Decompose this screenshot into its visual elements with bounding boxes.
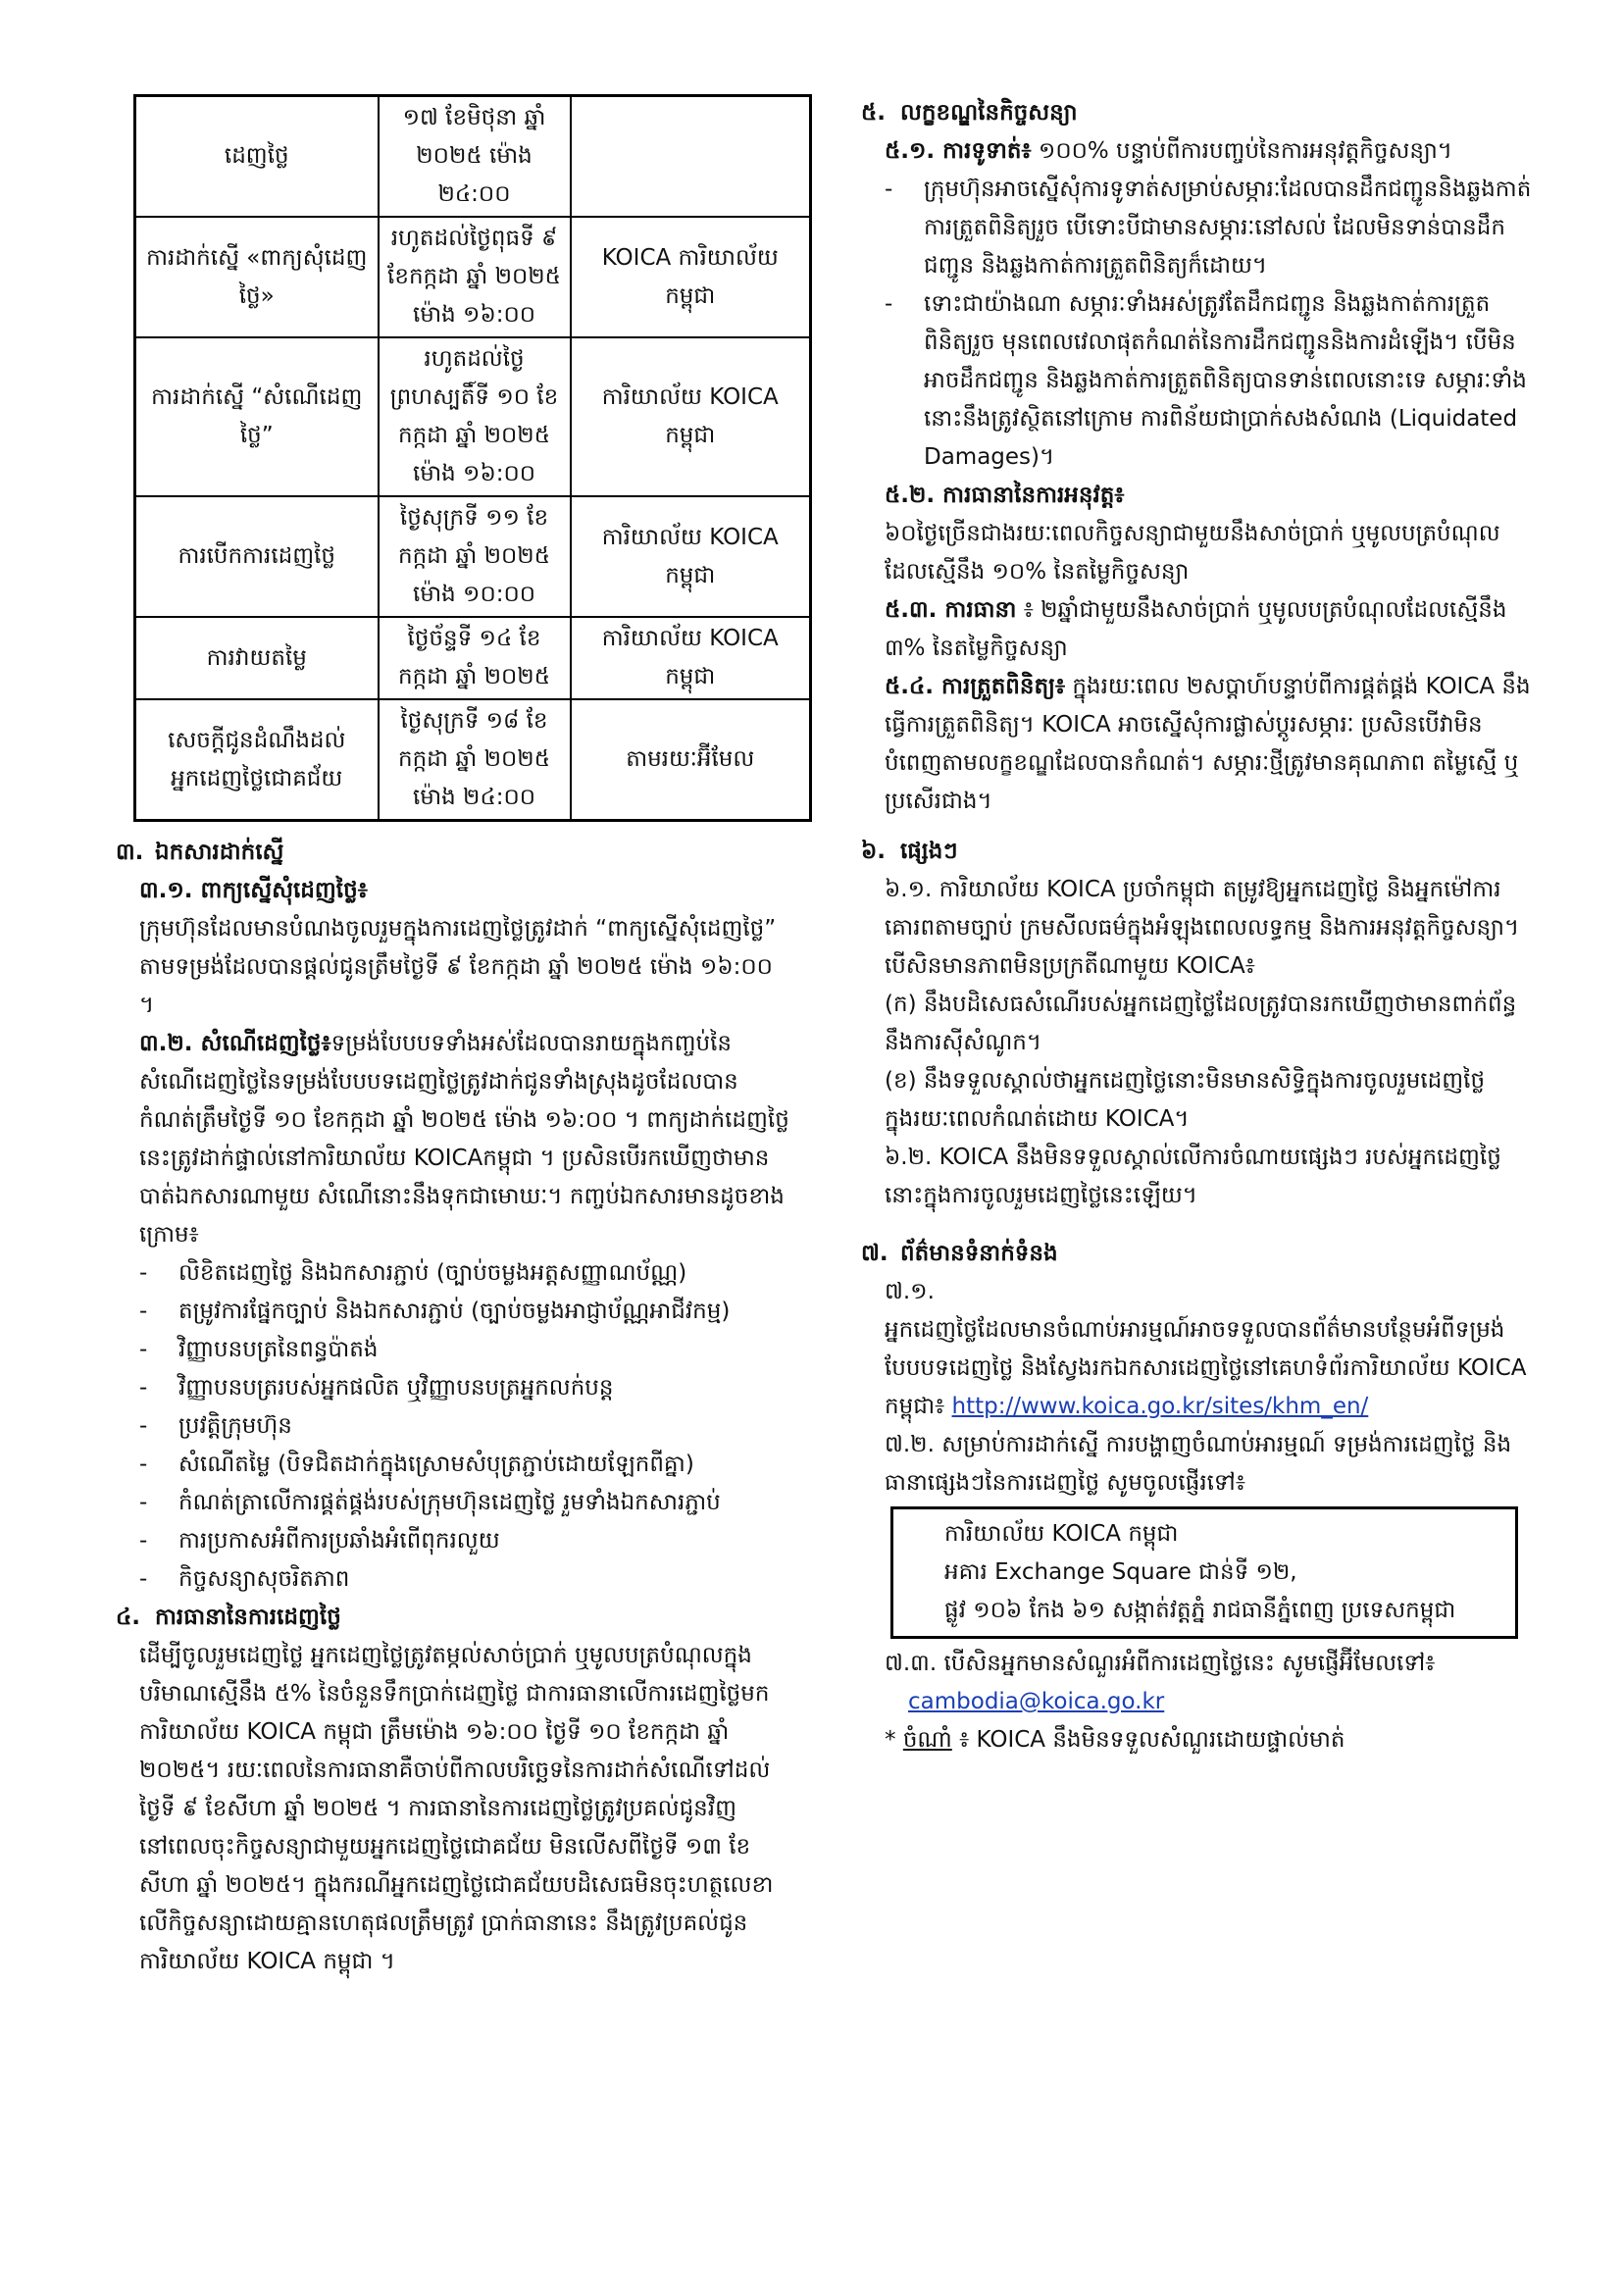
date-cell: ថ្ងៃច័ន្ទទី ១៤ ខែកក្កដា ឆ្នាំ ២០២៥ bbox=[379, 617, 571, 699]
subsection-6-1-a: (ក) នឹងបដិសេធសំណើរបស់អ្នកដេញថ្លៃដែលត្រូវបានរកឃើញថាមានពាក់ព័ន្ធនឹងការស៊ីសំណូក។ bbox=[885, 992, 1517, 1055]
subsection-5-2-text: ៦០ថ្ងៃច្រើនជាងរយៈពេលកិច្ចសន្យាជាមួយនឹងសាច់ប្រាក់ ឬមូលបត្របំណុលដែលស្មើនឹង ១០% នៃតម្លៃកិច្ចសន្យា bbox=[885, 521, 1500, 585]
subsection-6-2-text: ៦.២. KOICA នឹងមិនទទួលស្គាល់លើការចំណាយផ្សេងៗ របស់អ្នកដេញថ្លៃនោះក្នុងការចូលរួមដេញថ្លៃនេះឡើយ។ bbox=[885, 1145, 1501, 1208]
right-column bbox=[861, 94, 1538, 1759]
activity-cell: ការវាយតម្លៃ bbox=[135, 617, 379, 699]
list-item: - វិញ្ញាបនបត្ររបស់អ្នកផលិត ឬវិញ្ញាបនបត្រអ្នកលក់បន្ត bbox=[139, 1369, 792, 1407]
list-item: - វិញ្ញាបនបត្រនៃពន្ធប៉ាតង់ bbox=[139, 1331, 792, 1369]
list-item: - សំណើតម្លៃ (បិទជិតដាក់ក្នុងស្រោមសំបុត្រភ្ជាប់ដោយឡែកពីគ្នា) bbox=[139, 1446, 792, 1484]
note-mark: * bbox=[885, 1727, 896, 1753]
list-item: - តម្រូវការផ្នែកច្បាប់ និងឯកសារភ្ជាប់ (ច្បាប់ចម្លងអាជ្ញាប័ណ្ណអាជីវកម្ម) bbox=[139, 1293, 792, 1331]
list-item: - ការប្រកាសអំពីការប្រឆាំងអំពើពុករលួយ bbox=[139, 1522, 792, 1560]
address-box bbox=[890, 1506, 1518, 1639]
list-item: - ក្រុមហ៊ុនអាចស្នើសុំការទូទាត់សម្រាប់សម្ភារៈដែលបានដឹកជញ្ជូននិងឆ្លងកាត់ការត្រួតពិនិត្យរួច បើទោះបីជាមានសម្ភារៈនៅសល់ ដែលមិនទាន់បានដឹកជញ្ជូន និងឆ្លងកាត់ការត្រួតពិនិត្យក៏ដោយ។ bbox=[885, 171, 1538, 285]
date-cell: ថ្ងៃសុក្រទី ១១ ខែកក្កដា ឆ្នាំ ២០២៥ ម៉ោង ១០:០០ bbox=[379, 496, 571, 617]
subsection-7-1-text: អ្នកដេញថ្លៃដែលមានចំណាប់អារម្មណ៍អាចទទួលបានព័ត៌មានបន្ថែមអំពីទម្រង់បែបបទដេញថ្លៃ និងស្វែងរកឯកសារដេញថ្លៃនៅគេហទំព័រការិយាល័យ KOICA កម្ពុជា៖ bbox=[885, 1317, 1527, 1419]
activity-cell: ការបើកការដេញថ្លៃ bbox=[135, 496, 379, 617]
schedule-table bbox=[133, 94, 812, 822]
subsection-5-1-heading: ៥.១. ការទូទាត់៖ bbox=[885, 138, 1032, 164]
table-row bbox=[135, 337, 811, 496]
subsection-7-1-number: ៧.១. bbox=[885, 1279, 935, 1304]
address-line: អគារ Exchange Square ជាន់ទី ១២, bbox=[944, 1559, 1297, 1585]
table-row bbox=[135, 496, 811, 617]
subsection-3-1-text: ក្រុមហ៊ុនដែលមានបំណងចូលរួមក្នុងការដេញថ្លៃត្រូវដាក់ “ពាក្យស្នើសុំដេញថ្លៃ” តាមទម្រង់ដែលបានផ្តល់ជូនត្រឹមថ្ងៃទី ៩ ខែកក្កដា ឆ្នាំ ២០២៥ ម៉ោង ១៦:០០ ។ bbox=[139, 916, 777, 1018]
place-cell: តាមរយៈអ៊ីមែល bbox=[571, 699, 811, 821]
subsection-5-4-text: ក្នុងរយៈពេល ២សប្តាហ៍បន្ទាប់ពីការផ្គត់ផ្គង់ KOICA នឹងធ្វើការត្រួតពិនិត្យ។ KOICA អាចស្នើសុំការផ្លាស់ប្តូរសម្ភារៈ ប្រសិនបើវាមិនបំពេញតាមលក្ខខណ្ឌដែលបានកំណត់។ សម្ភារៈថ្មីត្រូវមានគុណភាព តម្លៃស្មើ ឬប្រសើរជាង។ bbox=[885, 674, 1531, 814]
subsection-5-3-heading: ៥.៣. ការធានា bbox=[885, 597, 1017, 623]
activity-cell: សេចក្តីជូនដំណឹងដល់អ្នកដេញថ្លៃជោគជ័យ bbox=[135, 699, 379, 821]
table-row bbox=[135, 96, 811, 218]
bid-documents-list bbox=[116, 1254, 792, 1599]
list-item: - កិច្ចសន្យាសុចរិតភាព bbox=[139, 1560, 792, 1599]
table-row bbox=[135, 617, 811, 699]
section-4-title: ការធានានៃការដេញថ្លៃ bbox=[155, 1605, 341, 1630]
section-4-text: ដើម្បីចូលរួមដេញថ្លៃ អ្នកដេញថ្លៃត្រូវតម្កល់សាច់ប្រាក់ ឬមូលបត្របំណុលក្នុងបរិមាណស្មើនឹង ៥% នៃចំនួនទឹកប្រាក់ដេញថ្លៃ ជាការធានាលើការដេញថ្លៃមកការិយាល័យ KOICA កម្ពុជា ត្រឹមម៉ោង ១៦:០០ ថ្ងៃទី ១០ ខែកក្កដា ឆ្នាំ ២០២៥។ រយៈពេលនៃការធានាគឺចាប់ពីកាលបរិច្ឆេទនៃការដាក់សំណើទៅដល់ថ្ងៃទី ៩ ខែសីហា ឆ្នាំ ២០២៥ ។ ការធានានៃការដេញថ្លៃត្រូវប្រគល់ជូនវិញនៅពេលចុះកិច្ចសន្យាជាមួយអ្នកដេញថ្លៃជោគជ័យ មិនលើសពីថ្ងៃទី ១៣ ខែសីហា ឆ្នាំ ២០២៥។ ក្នុងករណីអ្នកដេញថ្លៃជោគជ័យបដិសេធមិនចុះហត្ថលេខាលើកិច្ចសន្យាដោយគ្មានហេតុផលត្រឹមត្រូវ ប្រាក់ធានានេះ នឹងត្រូវប្រគល់ជូនការិយាល័យ KOICA កម្ពុជា ។ bbox=[139, 1643, 774, 1974]
section-3-heading bbox=[116, 834, 792, 872]
subsection-3-2-text: ទម្រង់បែបបទទាំងអស់ដែលបានរាយក្នុងកញ្ចប់នៃសំណើដេញថ្លៃនៃទម្រង់បែបបទដេញថ្លៃត្រូវដាក់ជូនទាំងស្រុងដូចដែលបានកំណត់ត្រឹមថ្ងៃទី ១០ ខែកក្កដា ឆ្នាំ ២០២៥ ម៉ោង ១៦:០០ ។ ពាក្យដាក់ដេញថ្លៃនេះត្រូវដាក់ផ្ទាល់នៅការិយាល័យ KOICAកម្ពុជា ។ ប្រសិនបើរកឃើញថាមានបាត់ឯកសារណាមួយ សំណើនោះនឹងទុកជាមោឃៈ។ កញ្ចប់ឯកសារមានដូចខាងក្រោម៖ bbox=[139, 1031, 789, 1248]
section-3-title: ឯកសារដាក់ស្នើ bbox=[155, 840, 284, 865]
note-label: ចំណាំ bbox=[902, 1727, 952, 1753]
section-3-number: ៣. bbox=[116, 840, 144, 865]
subsection-5-1-text: ១០០% បន្ទាប់ពីការបញ្ចប់នៃការអនុវត្តកិច្ចសន្យា។ bbox=[1038, 138, 1452, 164]
activity-cell: ការដាក់ស្នើ «ពាក្យសុំដេញថ្លៃ» bbox=[135, 217, 379, 337]
table-row bbox=[135, 217, 811, 337]
subsection-7-2-text: ៧.២. សម្រាប់ការដាក់ស្នើ ការបង្ហាញចំណាប់អារម្មណ៍ ទម្រង់ការដេញថ្លៃ និងធានាផ្សេងៗនៃការដេញថ្លៃ សូមចូលផ្ញើរទៅ៖ bbox=[885, 1432, 1512, 1496]
website-link[interactable]: http://www.koica.go.kr/sites/khm_en/ bbox=[951, 1394, 1369, 1419]
subsection-6-1-text: ៦.១. ការិយាល័យ KOICA ប្រចាំកម្ពុជា តម្រូវឱ្យអ្នកដេញថ្លៃ និងអ្នកម៉ៅការគោរពតាមច្បាប់ ក្រមសីលធម៌ក្នុងអំឡុងពេលលទ្ធកម្ម និងការអនុវត្តកិច្ចសន្យា។ បើសិនមានភាពមិនប្រក្រតីណាមួយ KOICA៖ bbox=[885, 877, 1520, 979]
subsection-5-4-heading: ៥.៤. ការត្រួតពិនិត្យ៖ bbox=[885, 674, 1066, 699]
subsection-5-2-heading: ៥.២. ការធានានៃការអនុវត្ត៖ bbox=[885, 483, 1125, 508]
address-line: ការិយាល័យ KOICA កម្ពុជា bbox=[944, 1521, 1179, 1547]
list-item: - លិខិតដេញថ្លៃ និងឯកសារភ្ជាប់ (ច្បាប់ចម្លងអត្តសញ្ញាណប័ណ្ណ) bbox=[139, 1254, 792, 1293]
note-text: ៖ KOICA នឹងមិនទទួលសំណួរដោយផ្ទាល់មាត់ bbox=[959, 1727, 1345, 1753]
section-4-number: ៤. bbox=[116, 1605, 141, 1630]
section-5-number: ៥. bbox=[861, 100, 887, 126]
section-6-title: ផ្សេងៗ bbox=[900, 839, 958, 864]
section-4-heading bbox=[116, 1599, 792, 1637]
subsection-7-3-text: ៧.៣. បើសិនអ្នកមានសំណួរអំពីការដេញថ្លៃនេះ សូមផ្ញើអ៊ីមែលទៅ៖ bbox=[885, 1651, 1436, 1676]
place-cell: ការិយាល័យ KOICA កម្ពុជា bbox=[571, 337, 811, 496]
section-5-heading bbox=[861, 94, 1538, 132]
place-cell bbox=[571, 96, 811, 218]
place-cell: KOICA ការិយាល័យកម្ពុជា bbox=[571, 217, 811, 337]
list-item: - ប្រវត្តិក្រុមហ៊ុន bbox=[139, 1407, 792, 1446]
date-cell: ១៧ ខែមិថុនា ឆ្នាំ ២០២៥ ម៉ោង ២៤:០០ bbox=[379, 96, 571, 218]
section-6-heading bbox=[861, 833, 1538, 871]
subsection-3-1-heading: ៣.១. ពាក្យស្នើសុំដេញថ្លៃ៖ bbox=[139, 878, 368, 903]
section-5-title: លក្ខខណ្ឌនៃកិច្ចសន្យា bbox=[900, 100, 1078, 126]
place-cell: ការិយាល័យ KOICA កម្ពុជា bbox=[571, 496, 811, 617]
section-7-number: ៧. bbox=[861, 1241, 888, 1266]
payment-terms-list bbox=[861, 171, 1538, 477]
activity-cell: ការដាក់ស្នើ “សំណើដេញថ្លៃ” bbox=[135, 337, 379, 496]
date-cell: រហូតដល់ថ្ងៃពុធទី ៩ ខែកក្កដា ឆ្នាំ ២០២៥ ម៉ោង ១៦:០០ bbox=[379, 217, 571, 337]
section-7-title: ព័ត៌មានទំនាក់ទំនង bbox=[900, 1241, 1058, 1266]
date-cell: ថ្ងៃសុក្រទី ១៨ ខែកក្កដា ឆ្នាំ ២០២៥ ម៉ោង ២៤:០០ bbox=[379, 699, 571, 821]
activity-cell: ដេញថ្លៃ bbox=[135, 96, 379, 218]
section-7-heading bbox=[861, 1235, 1538, 1273]
place-cell: ការិយាល័យ KOICA កម្ពុជា bbox=[571, 617, 811, 699]
section-6-number: ៦. bbox=[861, 839, 887, 864]
email-link[interactable]: cambodia@koica.go.kr bbox=[908, 1689, 1165, 1714]
left-column bbox=[116, 94, 792, 1981]
list-item: - កំណត់ត្រាលើការផ្គត់ផ្គង់របស់ក្រុមហ៊ុនដេញថ្លៃ រួមទាំងឯកសារភ្ជាប់ bbox=[139, 1484, 792, 1522]
list-item: - ទោះជាយ៉ាងណា សម្ភារៈទាំងអស់ត្រូវតែដឹកជញ្ជូន និងឆ្លងកាត់ការត្រួតពិនិត្យរួច មុនពេលវេលាផុតកំណត់នៃការដឹកជញ្ជូននិងការដំឡើង។ បើមិនអាចដឹកជញ្ជូន និងឆ្លងកាត់ការត្រួតពិនិត្យបានទាន់ពេលនោះទេ សម្ភារៈទាំងនោះនឹងត្រូវស្ថិតនៅក្រោម ការពិន័យជាប្រាក់សងសំណង (Liquidated Damages)។ bbox=[885, 285, 1538, 477]
subsection-5-3-text: ៖ ២ឆ្នាំជាមួយនឹងសាច់ប្រាក់ ឬមូលបត្របំណុលដែលស្មើនឹង ៣% នៃតម្លៃកិច្ចសន្យា bbox=[885, 597, 1507, 661]
table-row bbox=[135, 699, 811, 821]
note bbox=[861, 1721, 1538, 1759]
subsection-3-2-heading: ៣.២. សំណើដេញថ្លៃ៖ bbox=[139, 1031, 331, 1056]
date-cell: រហូតដល់ថ្ងៃព្រហស្បតិ៍ទី ១០ ខែកក្កដា ឆ្នាំ ២០២៥ ម៉ោង ១៦:០០ bbox=[379, 337, 571, 496]
address-line: ផ្លូវ ១០៦ កែង ៦១ សង្កាត់វត្តភ្នំ រាជធានីភ្នំពេញ ប្រទេសកម្ពុជា bbox=[944, 1598, 1456, 1623]
subsection-6-1-b: (ខ) នឹងទទួលស្គាល់ថាអ្នកដេញថ្លៃនោះមិនមានសិទ្ធិក្នុងការចូលរួមដេញថ្លៃក្នុងរយៈពេលកំណត់ដោយ KOICA។ bbox=[885, 1068, 1486, 1132]
